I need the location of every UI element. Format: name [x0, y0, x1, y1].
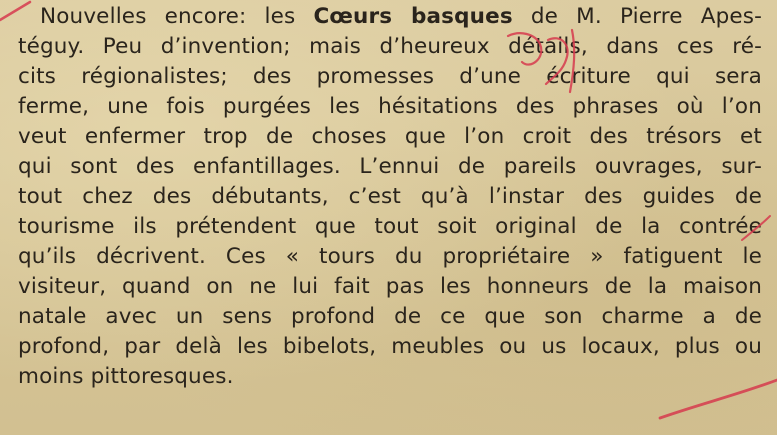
article-paragraph	[18, 2, 762, 392]
text-line-6: qui sont des enfantillages. L’ennui de pareils ouvrages, sur-	[18, 154, 762, 179]
book-title: Cœurs basques	[313, 4, 513, 29]
text-line-4: ferme, une fois purgées les hésitations des phrases où l’on	[18, 94, 762, 119]
text-line-11: natale avec un sens profond de ce que son charme a de	[18, 304, 762, 329]
text-line-9: qu’ils décrivent. Ces « tours du propriétaire » fatiguent le	[18, 244, 762, 269]
text-line-13: moins pittoresques.	[18, 364, 234, 389]
text-line-12: profond, par delà les bibelots, meubles ou us locaux, plus ou	[18, 334, 762, 359]
text-line-8: tourisme ils prétendent que tout soit original de la contrée	[18, 214, 762, 239]
text-line-1	[18, 2, 762, 32]
line-1-end: de M. Pierre Apes-	[512, 4, 763, 29]
text-line-3: cits régionalistes; des promesses d’une écriture qui sera	[18, 64, 762, 89]
text-line-7: tout chez des débutants, c’est qu’à l’instar des guides de	[18, 184, 762, 209]
line-1-start: Nouvelles encore: les	[40, 4, 314, 29]
text-line-2: téguy. Peu d’invention; mais d’heureux détails, dans ces ré-	[18, 34, 762, 59]
text-line-5: veut enfermer trop de choses que l’on croit des trésors et	[18, 124, 762, 149]
text-line-10: visiteur, quand on ne lui fait pas les honneurs de la maison	[18, 274, 762, 299]
